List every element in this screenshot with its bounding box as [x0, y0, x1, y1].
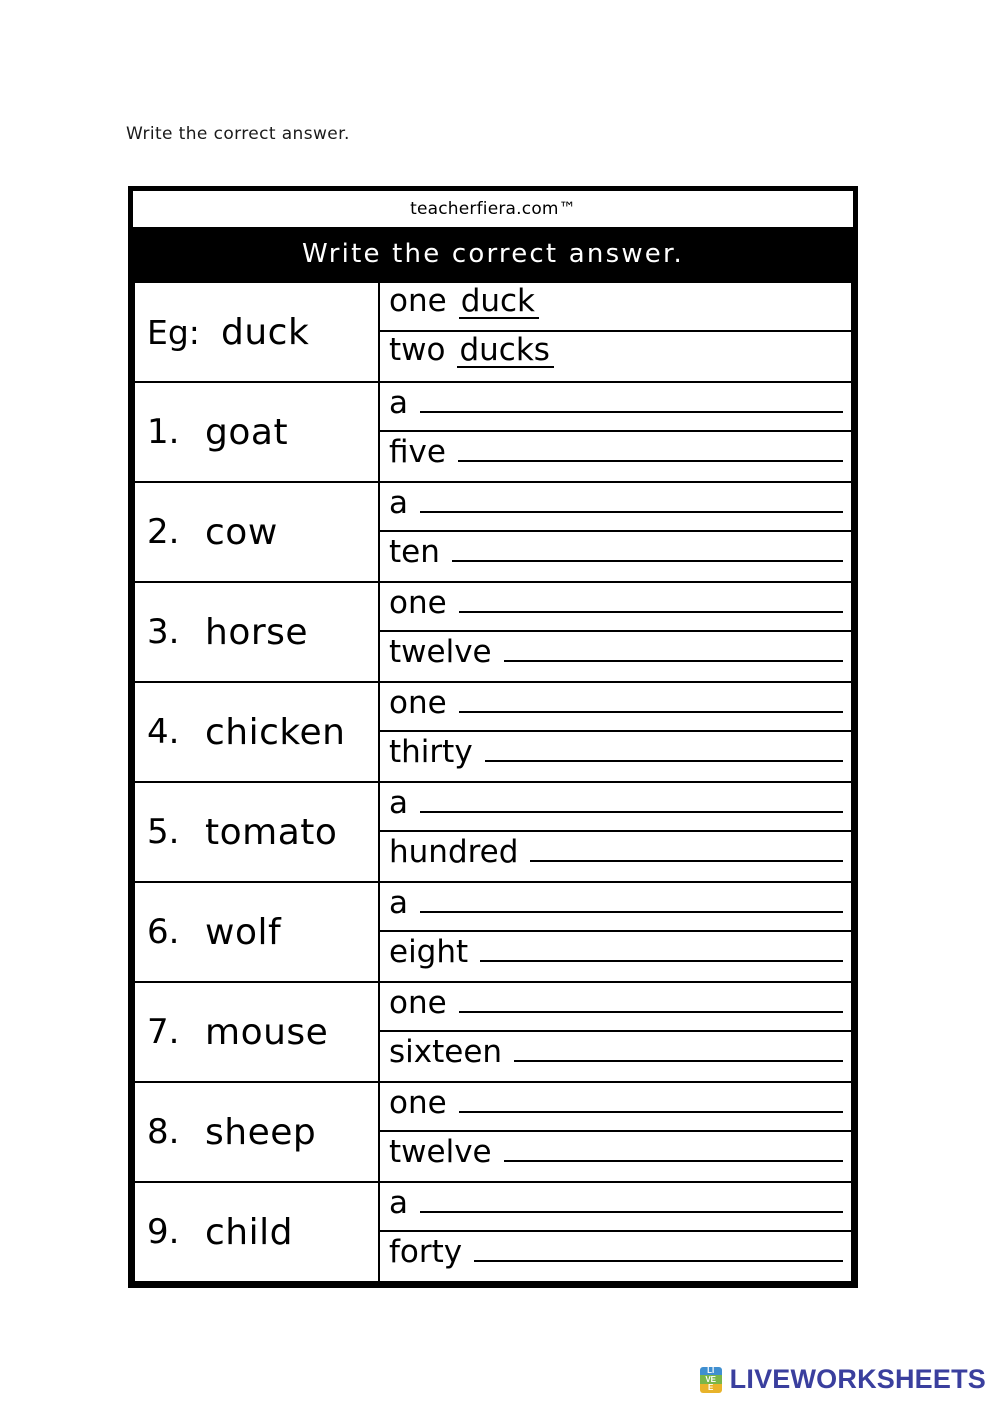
table-row	[134, 1082, 852, 1182]
answer-blank[interactable]	[514, 1032, 843, 1062]
answer-row	[380, 732, 851, 781]
row-number: 2.	[147, 512, 180, 552]
table-row	[134, 382, 852, 482]
worksheet-brand-bar	[133, 191, 853, 231]
row-number: 1.	[147, 412, 180, 452]
answers-cell	[379, 382, 852, 482]
table-row	[134, 982, 852, 1082]
word-inner	[135, 612, 378, 653]
liveworksheets-brand-text: LIVEWORKSHEETS	[729, 1364, 986, 1394]
answer-blank[interactable]	[420, 883, 843, 913]
answer-row	[380, 1132, 851, 1181]
word-cell	[134, 882, 379, 982]
answer-row	[380, 432, 851, 481]
answer-label: twelve	[389, 634, 492, 670]
word-cell	[134, 1182, 379, 1282]
word-inner	[135, 912, 378, 953]
word-cell	[134, 482, 379, 582]
word-cell	[134, 582, 379, 682]
answer-label: one	[389, 283, 447, 319]
row-number: 5.	[147, 812, 180, 852]
row-word: child	[205, 1211, 293, 1253]
answer-row	[380, 383, 851, 432]
liveworksheets-footer	[700, 1364, 986, 1395]
answer-row	[380, 932, 851, 981]
worksheet-table	[133, 281, 853, 1283]
answer-blank[interactable]	[420, 783, 843, 813]
answer-blank[interactable]	[452, 532, 843, 562]
word-inner	[135, 1012, 378, 1053]
row-word: duck	[221, 311, 310, 353]
answer-label: ten	[389, 534, 440, 570]
answer-blank[interactable]	[504, 1132, 843, 1162]
answers-cell	[379, 982, 852, 1082]
worksheet-title: Write the correct answer.	[302, 238, 684, 269]
answer-label: one	[389, 985, 447, 1021]
answer-blank[interactable]	[420, 383, 843, 413]
word-inner	[135, 812, 378, 853]
row-word: tomato	[205, 811, 338, 853]
answer-row	[380, 483, 851, 532]
table-row	[134, 582, 852, 682]
answer-row	[380, 532, 851, 581]
word-cell	[134, 782, 379, 882]
word-inner	[135, 512, 378, 553]
row-word: sheep	[205, 1111, 317, 1153]
answer-label: two	[389, 332, 446, 368]
answer-row	[380, 283, 851, 332]
answer-row	[380, 683, 851, 732]
answer-label: a	[389, 385, 408, 421]
row-number: Eg:	[147, 312, 200, 352]
answer-label: eight	[389, 934, 469, 970]
word-inner	[135, 1112, 378, 1153]
answers-cell	[379, 482, 852, 582]
word-cell	[134, 282, 379, 382]
answer-label: one	[389, 1085, 447, 1121]
word-inner	[135, 312, 378, 353]
answer-blank[interactable]	[485, 732, 843, 762]
answer-row	[380, 983, 851, 1032]
answer-label: a	[389, 1185, 408, 1221]
page-instruction: Write the correct answer.	[126, 124, 350, 144]
answer-label: thirty	[389, 734, 473, 770]
answer-value[interactable]: duck	[459, 286, 539, 319]
answer-label: one	[389, 685, 447, 721]
worksheet-container	[128, 186, 858, 1288]
answer-blank[interactable]	[458, 432, 843, 462]
answers-cell	[379, 282, 852, 382]
row-word: horse	[205, 611, 309, 653]
answer-label: hundred	[389, 834, 519, 870]
row-number: 4.	[147, 712, 180, 752]
answer-blank[interactable]	[504, 632, 843, 662]
answer-blank[interactable]	[459, 1083, 843, 1113]
answer-row	[380, 783, 851, 832]
word-inner	[135, 1212, 378, 1253]
answer-label: a	[389, 885, 408, 921]
answer-blank[interactable]	[459, 683, 843, 713]
row-number: 6.	[147, 912, 180, 952]
answer-row	[380, 883, 851, 932]
word-cell	[134, 982, 379, 1082]
row-word: wolf	[205, 911, 282, 953]
answer-blank[interactable]	[530, 832, 843, 862]
row-number: 7.	[147, 1012, 180, 1052]
worksheet-table-body	[134, 282, 852, 1282]
answer-blank[interactable]	[459, 983, 843, 1013]
answer-label: a	[389, 785, 408, 821]
table-row	[134, 482, 852, 582]
row-word: cow	[205, 511, 278, 553]
answer-row	[380, 632, 851, 681]
answer-row	[380, 832, 851, 881]
answer-label: five	[389, 434, 446, 470]
answer-row	[380, 332, 851, 381]
row-word: chicken	[205, 711, 346, 753]
row-word: goat	[205, 411, 289, 453]
answers-cell	[379, 1182, 852, 1282]
answer-blank[interactable]	[459, 583, 843, 613]
answer-blank[interactable]	[420, 1183, 843, 1213]
answer-blank[interactable]	[420, 483, 843, 513]
row-number: 9.	[147, 1212, 180, 1252]
row-number: 8.	[147, 1112, 180, 1152]
answer-label: a	[389, 485, 408, 521]
answer-blank[interactable]	[474, 1232, 843, 1262]
word-inner	[135, 712, 378, 753]
answers-cell	[379, 882, 852, 982]
answer-label: twelve	[389, 1134, 492, 1170]
answer-label: forty	[389, 1234, 463, 1270]
row-number: 3.	[147, 612, 180, 652]
logo-line-1: LI	[700, 1367, 722, 1376]
answer-row	[380, 1032, 851, 1081]
answer-row	[380, 1083, 851, 1132]
word-cell	[134, 1082, 379, 1182]
table-row	[134, 782, 852, 882]
answer-row	[380, 1183, 851, 1232]
answers-cell	[379, 582, 852, 682]
answers-cell	[379, 782, 852, 882]
word-cell	[134, 682, 379, 782]
answer-label: one	[389, 585, 447, 621]
answer-value[interactable]: ducks	[457, 335, 553, 368]
answers-cell	[379, 1082, 852, 1182]
logo-line-3: E	[700, 1384, 722, 1393]
worksheet-brand: teacherfiera.com™	[410, 199, 576, 219]
answer-label: sixteen	[389, 1034, 503, 1070]
table-row	[134, 1182, 852, 1282]
logo-line-2: VE	[700, 1375, 722, 1384]
worksheet-title-bar	[133, 231, 853, 281]
table-row	[134, 682, 852, 782]
liveworksheets-logo-icon	[700, 1367, 722, 1393]
word-cell	[134, 382, 379, 482]
word-inner	[135, 412, 378, 453]
table-row	[134, 282, 852, 382]
table-row	[134, 882, 852, 982]
answer-row	[380, 583, 851, 632]
answers-cell	[379, 682, 852, 782]
answer-row	[380, 1232, 851, 1281]
row-word: mouse	[205, 1011, 329, 1053]
answer-blank[interactable]	[480, 932, 843, 962]
